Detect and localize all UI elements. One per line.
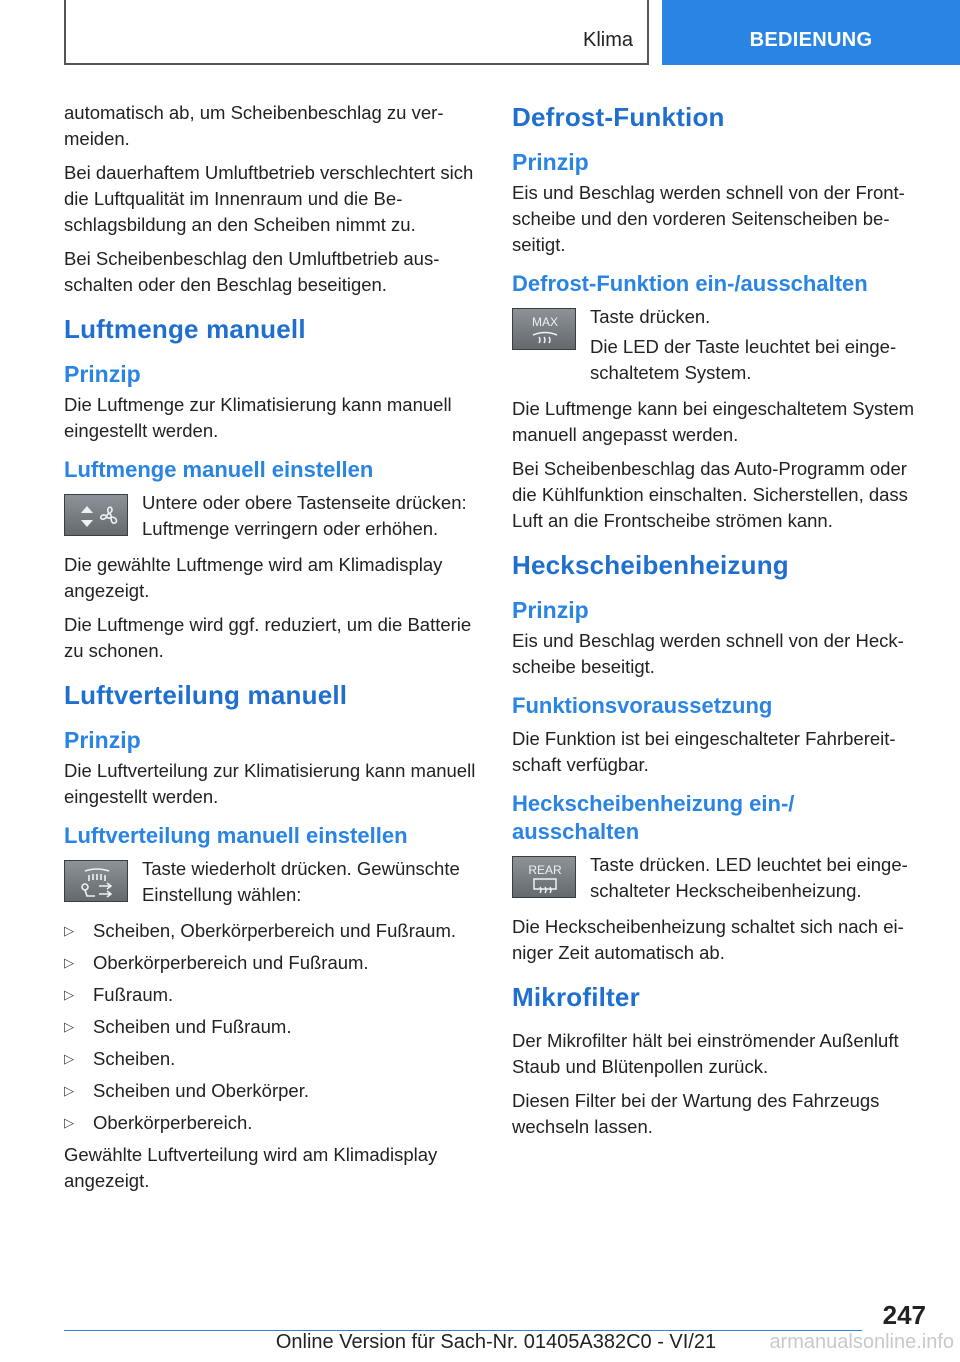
max-defrost-button-row <box>512 304 926 386</box>
watermark: armanualsonline.info <box>769 1331 954 1353</box>
left-column <box>64 100 480 1202</box>
paragraph: Diesen Filter bei der Wartung des Fahrzeugs wechseln lassen. <box>512 1090 880 1137</box>
header-box <box>64 0 649 65</box>
heading-heck-schalten: Heckscheibenheizung ein-/ ausschalten <box>512 791 795 844</box>
rear-defrost-button-row <box>512 852 926 904</box>
heading-heckscheibenheizung: Heckscheibenheizung <box>512 550 789 580</box>
paragraph: Bei Scheibenbeschlag den Umluftbetrieb ausschalten oder den Beschlag beseitigen. <box>64 248 440 295</box>
triangle-bullet-icon: ▷ <box>64 1051 74 1066</box>
paragraph: Gewählte Luftverteilung wird am Klimadisplay angezeigt. <box>64 1144 438 1191</box>
max-label: MAX <box>531 315 559 329</box>
heading-luftmenge-manuell: Luftmenge manuell <box>64 314 306 344</box>
rear-defrost-button-icon <box>512 856 576 898</box>
paragraph: Die Luftverteilung zur Klimatisierung kann manuell eingestellt werden. <box>64 760 476 807</box>
rear-label: REAR <box>528 863 562 877</box>
heading-defrost-funktion: Defrost-Funktion <box>512 102 725 132</box>
max-defrost-button-icon <box>512 308 576 350</box>
heading-prinzip: Prinzip <box>512 597 589 623</box>
paragraph: Die LED der Taste leuchtet bei eingeschaltetem System. <box>590 336 897 383</box>
list-item: ▷ Scheiben. <box>64 1046 480 1072</box>
paragraph: Die Funktion ist bei eingeschalteter Fahrbereitschaft verfügbar. <box>512 728 896 775</box>
triangle-bullet-icon: ▷ <box>64 1083 74 1098</box>
heading-prinzip: Prinzip <box>512 149 589 175</box>
air-distribution-list <box>64 918 480 1136</box>
chapter-tab-label: BEDIENUNG <box>749 29 873 51</box>
air-distribution-button-row <box>64 856 480 908</box>
paragraph: Taste drücken. LED leuchtet bei eingeschalteter Heckscheibenheizung. <box>590 854 908 901</box>
list-item: ▷ Scheiben und Oberkörper. <box>64 1078 480 1104</box>
heading-defrost-schalten: Defrost-Funktion ein-/ausschalten <box>512 271 868 296</box>
heading-luftmenge-einstellen: Luftmenge manuell einstellen <box>64 457 374 482</box>
paragraph: automatisch ab, um Scheibenbeschlag zu vermeiden. <box>64 102 444 149</box>
triangle-bullet-icon: ▷ <box>64 955 74 970</box>
heading-prinzip: Prinzip <box>64 361 141 387</box>
paragraph: Die gewählte Luftmenge wird am Klimadisplay angezeigt. <box>64 554 443 601</box>
list-item: ▷ Oberkörperbereich. <box>64 1110 480 1136</box>
paragraph: Eis und Beschlag werden schnell von der Heckscheibe beseitigt. <box>512 630 904 677</box>
triangle-bullet-icon: ▷ <box>64 987 74 1002</box>
heading-mikrofilter: Mikrofilter <box>512 982 640 1012</box>
paragraph: Der Mikrofilter hält bei einströmender Außenluft Staub und Blütenpollen zurück. <box>512 1030 899 1077</box>
air-distribution-button-icon <box>64 860 128 902</box>
triangle-bullet-icon: ▷ <box>64 1019 74 1034</box>
list-item: ▷ Oberkörperbereich und Fußraum. <box>64 950 480 976</box>
paragraph: Untere oder obere Tastenseite drücken: Luftmenge verringern oder erhöhen. <box>142 492 467 539</box>
heading-luftverteilung-einstellen: Luftverteilung manuell einstellen <box>64 823 408 848</box>
paragraph: Die Heckscheibenheizung schaltet sich nach einiger Zeit automatisch ab. <box>512 916 904 963</box>
heading-luftverteilung-manuell: Luftverteilung manuell <box>64 680 348 710</box>
heading-prinzip: Prinzip <box>64 727 141 753</box>
right-column <box>512 100 926 1148</box>
list-item: ▷ Scheiben und Fußraum. <box>64 1014 480 1040</box>
paragraph: Eis und Beschlag werden schnell von der Frontscheibe und den vorderen Seitenscheiben beseitigt. <box>512 182 905 255</box>
list-item: ▷ Fußraum. <box>64 982 480 1008</box>
paragraph: Die Luftmenge zur Klimatisierung kann manuell eingestellt werden. <box>64 394 452 441</box>
chapter-tab <box>662 0 960 65</box>
paragraph: Die Luftmenge kann bei eingeschaltetem System manuell angepasst werden. <box>512 398 915 445</box>
paragraph: Taste wiederholt drücken. Gewünschte Einstellung wählen: <box>142 858 460 905</box>
paragraph: Bei dauerhaftem Umluftbetrieb verschlechtert sich die Luftqualität im Innenraum und die Beschlagsbildung an den Scheiben nimmt zu. <box>64 162 474 235</box>
page-number: 247 <box>882 1300 926 1330</box>
paragraph: Taste drücken. <box>590 306 711 327</box>
paragraph: Bei Scheibenbeschlag das Auto-Programm oder die Kühlfunktion einschalten. Sicherstellen, dass Luft an die Frontscheibe strömen kann. <box>512 458 908 531</box>
triangle-bullet-icon: ▷ <box>64 923 74 938</box>
footer-text: Online Version für Sach-Nr. 01405A382C0 - VI/21 <box>275 1331 717 1353</box>
fan-button-row <box>64 490 480 542</box>
fan-button-icon <box>64 494 128 536</box>
paragraph: Die Luftmenge wird ggf. reduziert, um die Batterie zu schonen. <box>64 614 472 661</box>
heading-funktionsvoraussetzung: Funktionsvoraussetzung <box>512 693 773 718</box>
triangle-bullet-icon: ▷ <box>64 1115 74 1130</box>
section-title: Klima <box>582 29 633 51</box>
list-item: ▷ Scheiben, Oberkörperbereich und Fußraum. <box>64 918 480 944</box>
